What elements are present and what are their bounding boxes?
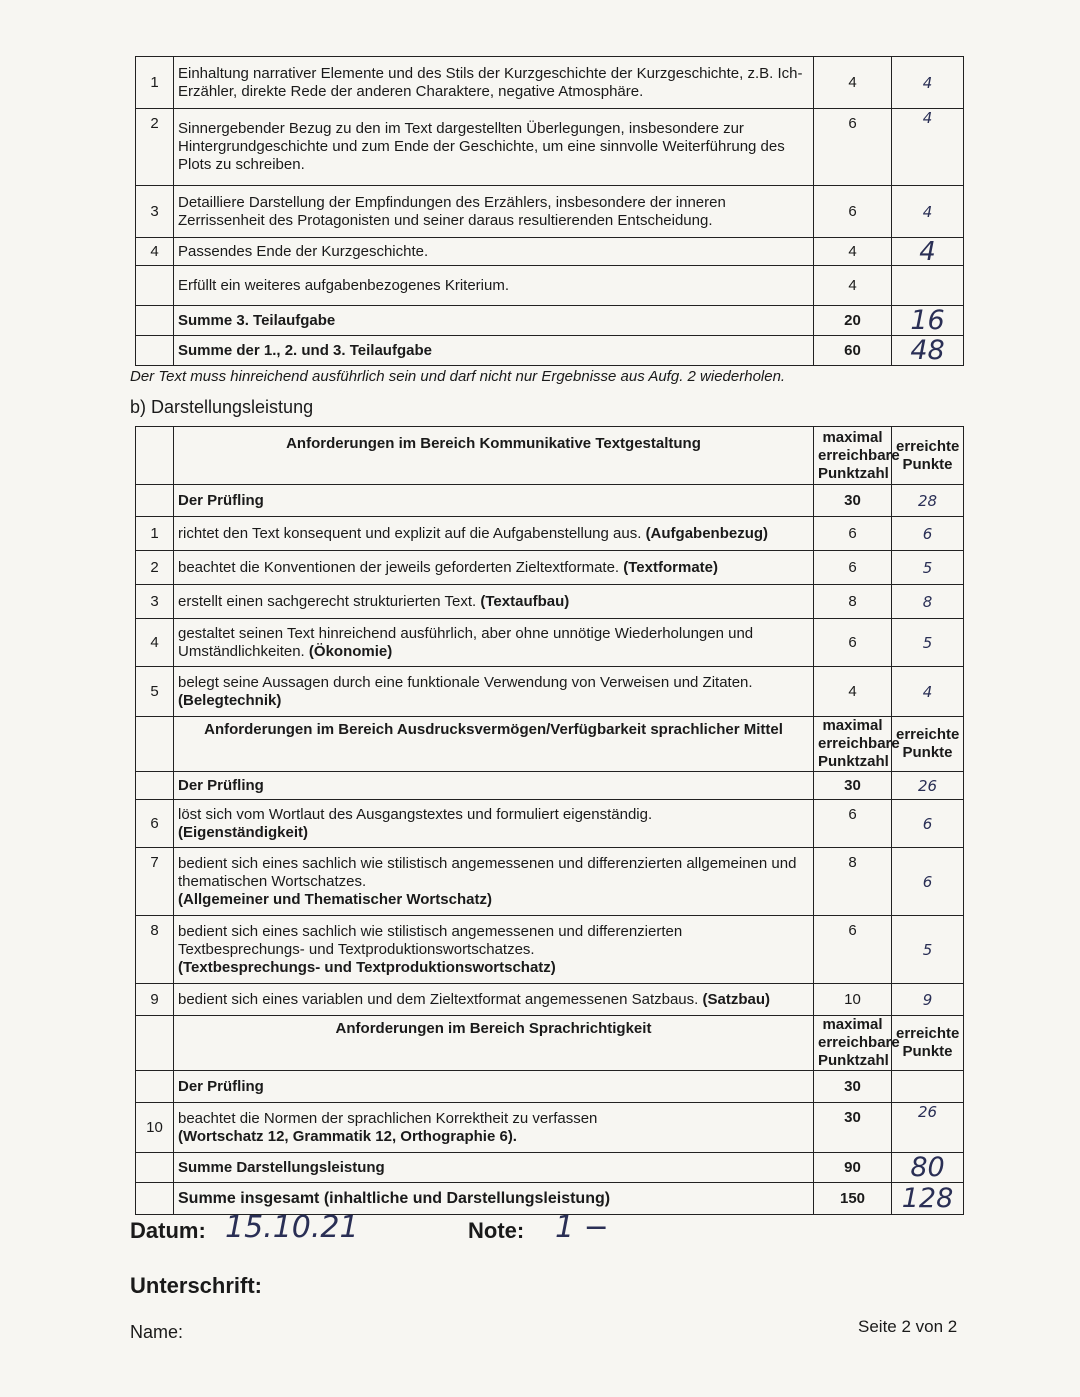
achieved-points: 4 — [892, 57, 964, 109]
max-points: 6 — [814, 916, 892, 984]
criterion-text: beachtet die Konventionen der jeweils geforderten Zieltextformate. (Textformate) — [174, 551, 814, 585]
row-number: 7 — [136, 848, 174, 916]
max-points: 6 — [814, 619, 892, 667]
max-points-header: maximal erreichbare Punktzahl — [814, 427, 892, 485]
max-points: 4 — [814, 266, 892, 306]
max-points: 8 — [814, 848, 892, 916]
max-points: 6 — [814, 800, 892, 848]
table-row — [136, 109, 964, 186]
max-points-header: maximal erreichbare Punktzahl — [814, 1016, 892, 1071]
achieved-points — [892, 1071, 964, 1103]
max-points: 8 — [814, 585, 892, 619]
criterion-text: beachtet die Normen der sprachlichen Korrektheit zu verfassen (Wortschatz 12, Grammatik 12, Orthographie 6). — [174, 1103, 814, 1153]
name-label: Name: — [130, 1322, 184, 1342]
table-row — [136, 238, 964, 266]
max-points: 30 — [814, 485, 892, 517]
achieved-points: 4 — [892, 667, 964, 717]
table-row — [136, 585, 964, 619]
sum-label: Summe der 1., 2. und 3. Teilaufgabe — [174, 336, 814, 366]
criterion-text: erstellt einen sachgerecht strukturierten Text. (Textaufbau) — [174, 585, 814, 619]
row-number: 1 — [136, 517, 174, 551]
max-points: 4 — [814, 667, 892, 717]
row-number: 9 — [136, 984, 174, 1016]
sum-label: Summe 3. Teilaufgabe — [174, 306, 814, 336]
achieved-points: 4 — [892, 186, 964, 238]
pruefling-label: Der Prüfling — [174, 485, 814, 517]
row-number: 6 — [136, 800, 174, 848]
pruefling-label: Der Prüfling — [174, 772, 814, 800]
achieved-points: 9 — [892, 984, 964, 1016]
table-row — [136, 266, 964, 306]
table-row — [136, 1153, 964, 1183]
row-number: 3 — [136, 585, 174, 619]
max-points: 90 — [814, 1153, 892, 1183]
section-header: Anforderungen im Bereich Kommunikative Textgestaltung — [174, 427, 814, 485]
max-points: 6 — [814, 186, 892, 238]
max-points: 10 — [814, 984, 892, 1016]
row-number: 4 — [136, 238, 174, 266]
criterion-text: Passendes Ende der Kurzgeschichte. — [174, 238, 814, 266]
note-value: 1 − — [555, 1210, 609, 1245]
row-number: 3 — [136, 186, 174, 238]
row-number: 4 — [136, 619, 174, 667]
unterschrift-label: Unterschrift: — [130, 1273, 263, 1298]
table-header-row — [136, 427, 964, 485]
achieved-points: 6 — [892, 848, 964, 916]
table-row — [136, 306, 964, 336]
table-row — [136, 1071, 964, 1103]
table-row — [136, 485, 964, 517]
section-header: Anforderungen im Bereich Ausdrucksvermögen/Verfügbarkeit sprachlicher Mittel — [174, 717, 814, 772]
presentation-score-table — [135, 426, 964, 1215]
datum-label: Datum: — [130, 1218, 206, 1243]
achieved-points: 5 — [892, 916, 964, 984]
table-header-row — [136, 717, 964, 772]
table-header-row — [136, 1016, 964, 1071]
row-number: 1 — [136, 57, 174, 109]
achieved-points: 80 — [892, 1153, 964, 1183]
achieved-points: 26 — [892, 772, 964, 800]
content-score-table — [135, 56, 964, 366]
table-row — [136, 1103, 964, 1153]
max-points: 150 — [814, 1183, 892, 1215]
max-points: 4 — [814, 57, 892, 109]
criterion-text: Detailliere Darstellung der Empfindungen des Erzählers, insbesondere der inneren Zerrissenheit des Protagonisten und seiner daraus resultierenden Entscheidung. — [174, 186, 814, 238]
table-row — [136, 619, 964, 667]
max-points: 6 — [814, 109, 892, 186]
table-row — [136, 772, 964, 800]
row-number — [136, 266, 174, 306]
achieved-points: 6 — [892, 800, 964, 848]
achieved-points: 26 — [892, 1103, 964, 1153]
table-row — [136, 667, 964, 717]
achieved-points: 6 — [892, 517, 964, 551]
criterion-text: belegt seine Aussagen durch eine funktionale Verwendung von Verweisen und Zitaten. (Belegtechnik) — [174, 667, 814, 717]
achieved-points: 48 — [892, 336, 964, 366]
achieved-points-header: erreichte Punkte — [892, 1016, 964, 1071]
criterion-text: gestaltet seinen Text hinreichend ausführlich, aber ohne unnötige Wiederholungen und Umständlichkeiten. (Ökonomie) — [174, 619, 814, 667]
table-row — [136, 57, 964, 109]
table-row — [136, 517, 964, 551]
criterion-text: Einhaltung narrativer Elemente und des Stils der Kurzgeschichte der Kurzgeschichte, z.B. Ich-Erzähler, direkte Rede der anderen Charaktere, negative Atmosphäre. — [174, 57, 814, 109]
achieved-points: 4 — [892, 109, 964, 186]
row-number: 2 — [136, 551, 174, 585]
achieved-points: 16 — [892, 306, 964, 336]
criterion-text: bedient sich eines sachlich wie stilistisch angemessenen und differenzierten allgemeinen und thematischen Wortschatzes. (Allgemeiner und Thematischer Wortschatz) — [174, 848, 814, 916]
criterion-text: Sinnergebender Bezug zu den im Text dargestellten Überlegungen, insbesondere zur Hintergrundgeschichte und zum Ende der Geschichte, um eine sinnvolle Weiterführung des Plots zu schreiben. — [174, 109, 814, 186]
max-points: 6 — [814, 517, 892, 551]
row-number: 10 — [136, 1103, 174, 1153]
section-title: b) Darstellungsleistung — [130, 397, 314, 417]
criterion-text: bedient sich eines sachlich wie stilistisch angemessenen und differenzierten Textbesprechungs- und Textproduktionswortschatzes. (Textbesprechungs- und Textproduktionswortschatz) — [174, 916, 814, 984]
table-row — [136, 800, 964, 848]
pruefling-label: Der Prüfling — [174, 1071, 814, 1103]
achieved-points: 128 — [892, 1183, 964, 1215]
footnote: Der Text muss hinreichend ausführlich sein und darf nicht nur Ergebnisse aus Aufg. 2 wiederholen. — [130, 368, 786, 385]
note-label: Note: — [468, 1218, 525, 1243]
max-points: 4 — [814, 238, 892, 266]
achieved-points — [892, 266, 964, 306]
table-row — [136, 336, 964, 366]
max-points: 30 — [814, 1071, 892, 1103]
criterion-text: richtet den Text konsequent und explizit auf die Aufgabenstellung aus. (Aufgabenbezug) — [174, 517, 814, 551]
table-row — [136, 551, 964, 585]
row-number: 8 — [136, 916, 174, 984]
achieved-points: 5 — [892, 619, 964, 667]
criterion-text: bedient sich eines variablen und dem Zieltextformat angemessenen Satzbaus. (Satzbau) — [174, 984, 814, 1016]
achieved-points-header: erreichte Punkte — [892, 717, 964, 772]
datum-value: 15.10.21 — [225, 1210, 359, 1245]
max-points-header: maximal erreichbare Punktzahl — [814, 717, 892, 772]
max-points: 30 — [814, 772, 892, 800]
criterion-text: Erfüllt ein weiteres aufgabenbezogenes Kriterium. — [174, 266, 814, 306]
achieved-points: 5 — [892, 551, 964, 585]
criterion-text: löst sich vom Wortlaut des Ausgangstextes und formuliert eigenständig. (Eigenständigkeit) — [174, 800, 814, 848]
achieved-points: 4 — [892, 238, 964, 266]
page-number: Seite 2 von 2 — [858, 1317, 958, 1336]
table-row — [136, 916, 964, 984]
table-row — [136, 848, 964, 916]
achieved-points: 28 — [892, 485, 964, 517]
max-points: 60 — [814, 336, 892, 366]
max-points: 20 — [814, 306, 892, 336]
row-number: 5 — [136, 667, 174, 717]
sum-label: Summe insgesamt (inhaltliche und Darstellungsleistung) — [174, 1183, 814, 1215]
achieved-points: 8 — [892, 585, 964, 619]
achieved-points-header: erreichte Punkte — [892, 427, 964, 485]
table-row — [136, 984, 964, 1016]
table-row — [136, 186, 964, 238]
row-number: 2 — [136, 109, 174, 186]
section-header: Anforderungen im Bereich Sprachrichtigkeit — [174, 1016, 814, 1071]
max-points: 6 — [814, 551, 892, 585]
max-points: 30 — [814, 1103, 892, 1153]
sum-label: Summe Darstellungsleistung — [174, 1153, 814, 1183]
